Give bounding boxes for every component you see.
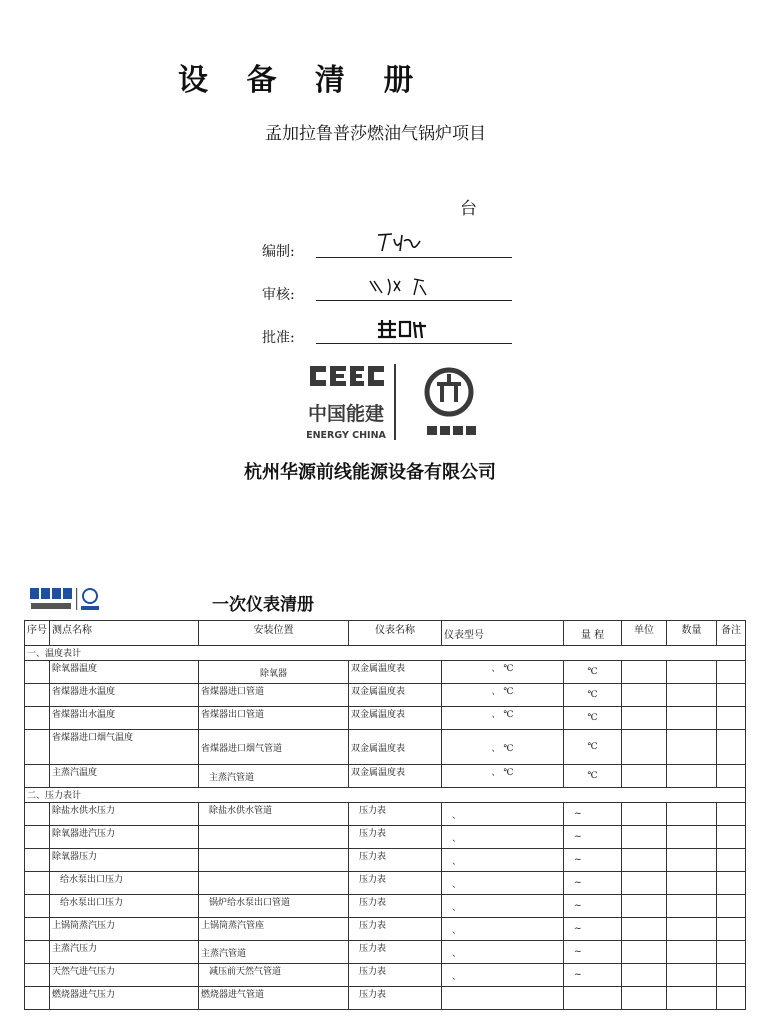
cell-model: 、	[442, 826, 564, 849]
table-row	[25, 987, 746, 1010]
section-row	[25, 646, 746, 661]
cell-instrument: 压力表	[349, 849, 442, 872]
cell-range: ~	[564, 918, 622, 941]
cell-range: ~	[564, 849, 622, 872]
cell-model: 、 ℃	[442, 707, 564, 730]
cell-model: 、 ℃	[442, 730, 564, 765]
cell-location: 上锅筒蒸汽管座	[199, 918, 349, 941]
table-row	[25, 803, 746, 826]
cell-range: ℃	[564, 765, 622, 788]
cell-model	[442, 987, 564, 1010]
cell-location: 减压前天然气管道	[199, 964, 349, 987]
cell-model: 、 ℃	[442, 684, 564, 707]
approved-by-line	[316, 343, 512, 344]
section-row	[25, 788, 746, 803]
cell-instrument: 双金属温度表	[349, 661, 442, 684]
cell-instrument: 压力表	[349, 895, 442, 918]
logo-cn-text: 中国能建	[307, 403, 385, 425]
cell-name: 主蒸汽压力	[50, 941, 199, 964]
cell-range: ℃	[564, 661, 622, 684]
section-heading: 一、温度表计	[25, 646, 746, 661]
cell-model: 、	[442, 918, 564, 941]
approved-by-label: 批准:	[262, 330, 295, 346]
col-instrument: 仪表名称	[349, 621, 442, 646]
cell-name: 主蒸汽温度	[50, 765, 199, 788]
cell-instrument: 压力表	[349, 918, 442, 941]
cell-model: 、	[442, 895, 564, 918]
cell-range: ~	[564, 803, 622, 826]
cell-range: ℃	[564, 684, 622, 707]
table-row	[25, 941, 746, 964]
col-model: 仪表型号	[442, 621, 564, 646]
cell-name: 省煤器进水温度	[50, 684, 199, 707]
cell-name: 除氧器进汽压力	[50, 826, 199, 849]
cell-location: 主蒸汽管道	[199, 941, 349, 964]
cell-range	[564, 987, 622, 1010]
prepared-by-line	[316, 257, 512, 258]
section-heading: 二、压力表计	[25, 788, 746, 803]
cell-name: 除氧器温度	[50, 661, 199, 684]
cell-location: 省煤器进口烟气管道	[199, 730, 349, 765]
approved-by-signature	[330, 316, 480, 342]
table-row	[25, 872, 746, 895]
cell-location: 省煤器进口管道	[199, 684, 349, 707]
reviewed-by-label: 审核:	[262, 287, 295, 303]
cell-instrument: 压力表	[349, 964, 442, 987]
table-row	[25, 964, 746, 987]
cell-instrument: 双金属温度表	[349, 730, 442, 765]
cell-name: 除盐水供水压力	[50, 803, 199, 826]
cell-name: 给水泵出口压力	[50, 872, 199, 895]
cell-model: 、	[442, 941, 564, 964]
cell-model: 、 ℃	[442, 765, 564, 788]
col-index: 序号	[25, 621, 50, 646]
ceec-cggc-logo	[306, 360, 486, 444]
cell-location: 锅炉给水泵出口管道	[199, 895, 349, 918]
prepared-by-label: 编制:	[262, 244, 295, 260]
company-name: 杭州华源前线能源设备有限公司	[244, 462, 496, 483]
cell-model: 、	[442, 964, 564, 987]
cell-range: ℃	[564, 707, 622, 730]
reviewed-by-signature	[330, 273, 480, 299]
col-qty: 数量	[667, 621, 717, 646]
small-logo	[28, 586, 104, 614]
col-range: 量 程	[564, 621, 622, 646]
cell-instrument: 压力表	[349, 872, 442, 895]
col-unit: 单位	[622, 621, 667, 646]
col-location: 安装位置	[199, 621, 349, 646]
cell-range: ℃	[564, 730, 622, 765]
cell-location: 燃烧器进气管道	[199, 987, 349, 1010]
cell-location: 除盐水供水管道	[199, 803, 349, 826]
cell-name: 上锅筒蒸汽压力	[50, 918, 199, 941]
table-row	[25, 765, 746, 788]
cell-name: 天然气进气压力	[50, 964, 199, 987]
cell-location: 除氧器	[199, 661, 349, 684]
cell-range: ~	[564, 872, 622, 895]
logo-en-text: ENERGY CHINA	[306, 430, 386, 441]
cell-name: 燃烧器进气压力	[50, 987, 199, 1010]
table-row	[25, 849, 746, 872]
cell-range: ~	[564, 941, 622, 964]
cell-instrument: 压力表	[349, 987, 442, 1010]
cell-instrument: 压力表	[349, 803, 442, 826]
project-name: 孟加拉鲁普莎燃油气锅炉项目	[265, 124, 486, 144]
prepared-by-signature	[330, 229, 480, 255]
cell-model: 、	[442, 803, 564, 826]
cell-instrument: 压力表	[349, 941, 442, 964]
cell-location: 省煤器出口管道	[199, 707, 349, 730]
cell-location	[199, 872, 349, 895]
table-row	[25, 826, 746, 849]
table-header	[25, 621, 746, 646]
cell-range: ~	[564, 964, 622, 987]
reviewed-by-line	[316, 300, 512, 301]
cell-name: 省煤器进口烟气温度	[50, 730, 199, 765]
cell-instrument: 压力表	[349, 826, 442, 849]
cell-instrument: 双金属温度表	[349, 707, 442, 730]
cell-model: 、 ℃	[442, 661, 564, 684]
cell-name: 省煤器出水温度	[50, 707, 199, 730]
cell-name: 给水泵出口压力	[50, 895, 199, 918]
table-row	[25, 730, 746, 765]
cell-name: 除氧器压力	[50, 849, 199, 872]
cell-location	[199, 849, 349, 872]
instrument-table	[24, 620, 746, 1010]
list-title: 一次仪表清册	[212, 595, 314, 615]
table-row	[25, 918, 746, 941]
cell-range: ~	[564, 826, 622, 849]
table-row	[25, 661, 746, 684]
cell-location: 主蒸汽管道	[199, 765, 349, 788]
document-title: 设 备 清 册	[178, 63, 428, 98]
col-remark: 备注	[717, 621, 746, 646]
table-row	[25, 707, 746, 730]
unit-label: 台	[460, 199, 477, 219]
cell-instrument: 双金属温度表	[349, 765, 442, 788]
cell-range: ~	[564, 895, 622, 918]
cell-instrument: 双金属温度表	[349, 684, 442, 707]
table-row	[25, 684, 746, 707]
cell-model: 、	[442, 872, 564, 895]
cell-model: 、	[442, 849, 564, 872]
cell-location	[199, 826, 349, 849]
table-row	[25, 895, 746, 918]
col-point-name: 测点名称	[50, 621, 199, 646]
